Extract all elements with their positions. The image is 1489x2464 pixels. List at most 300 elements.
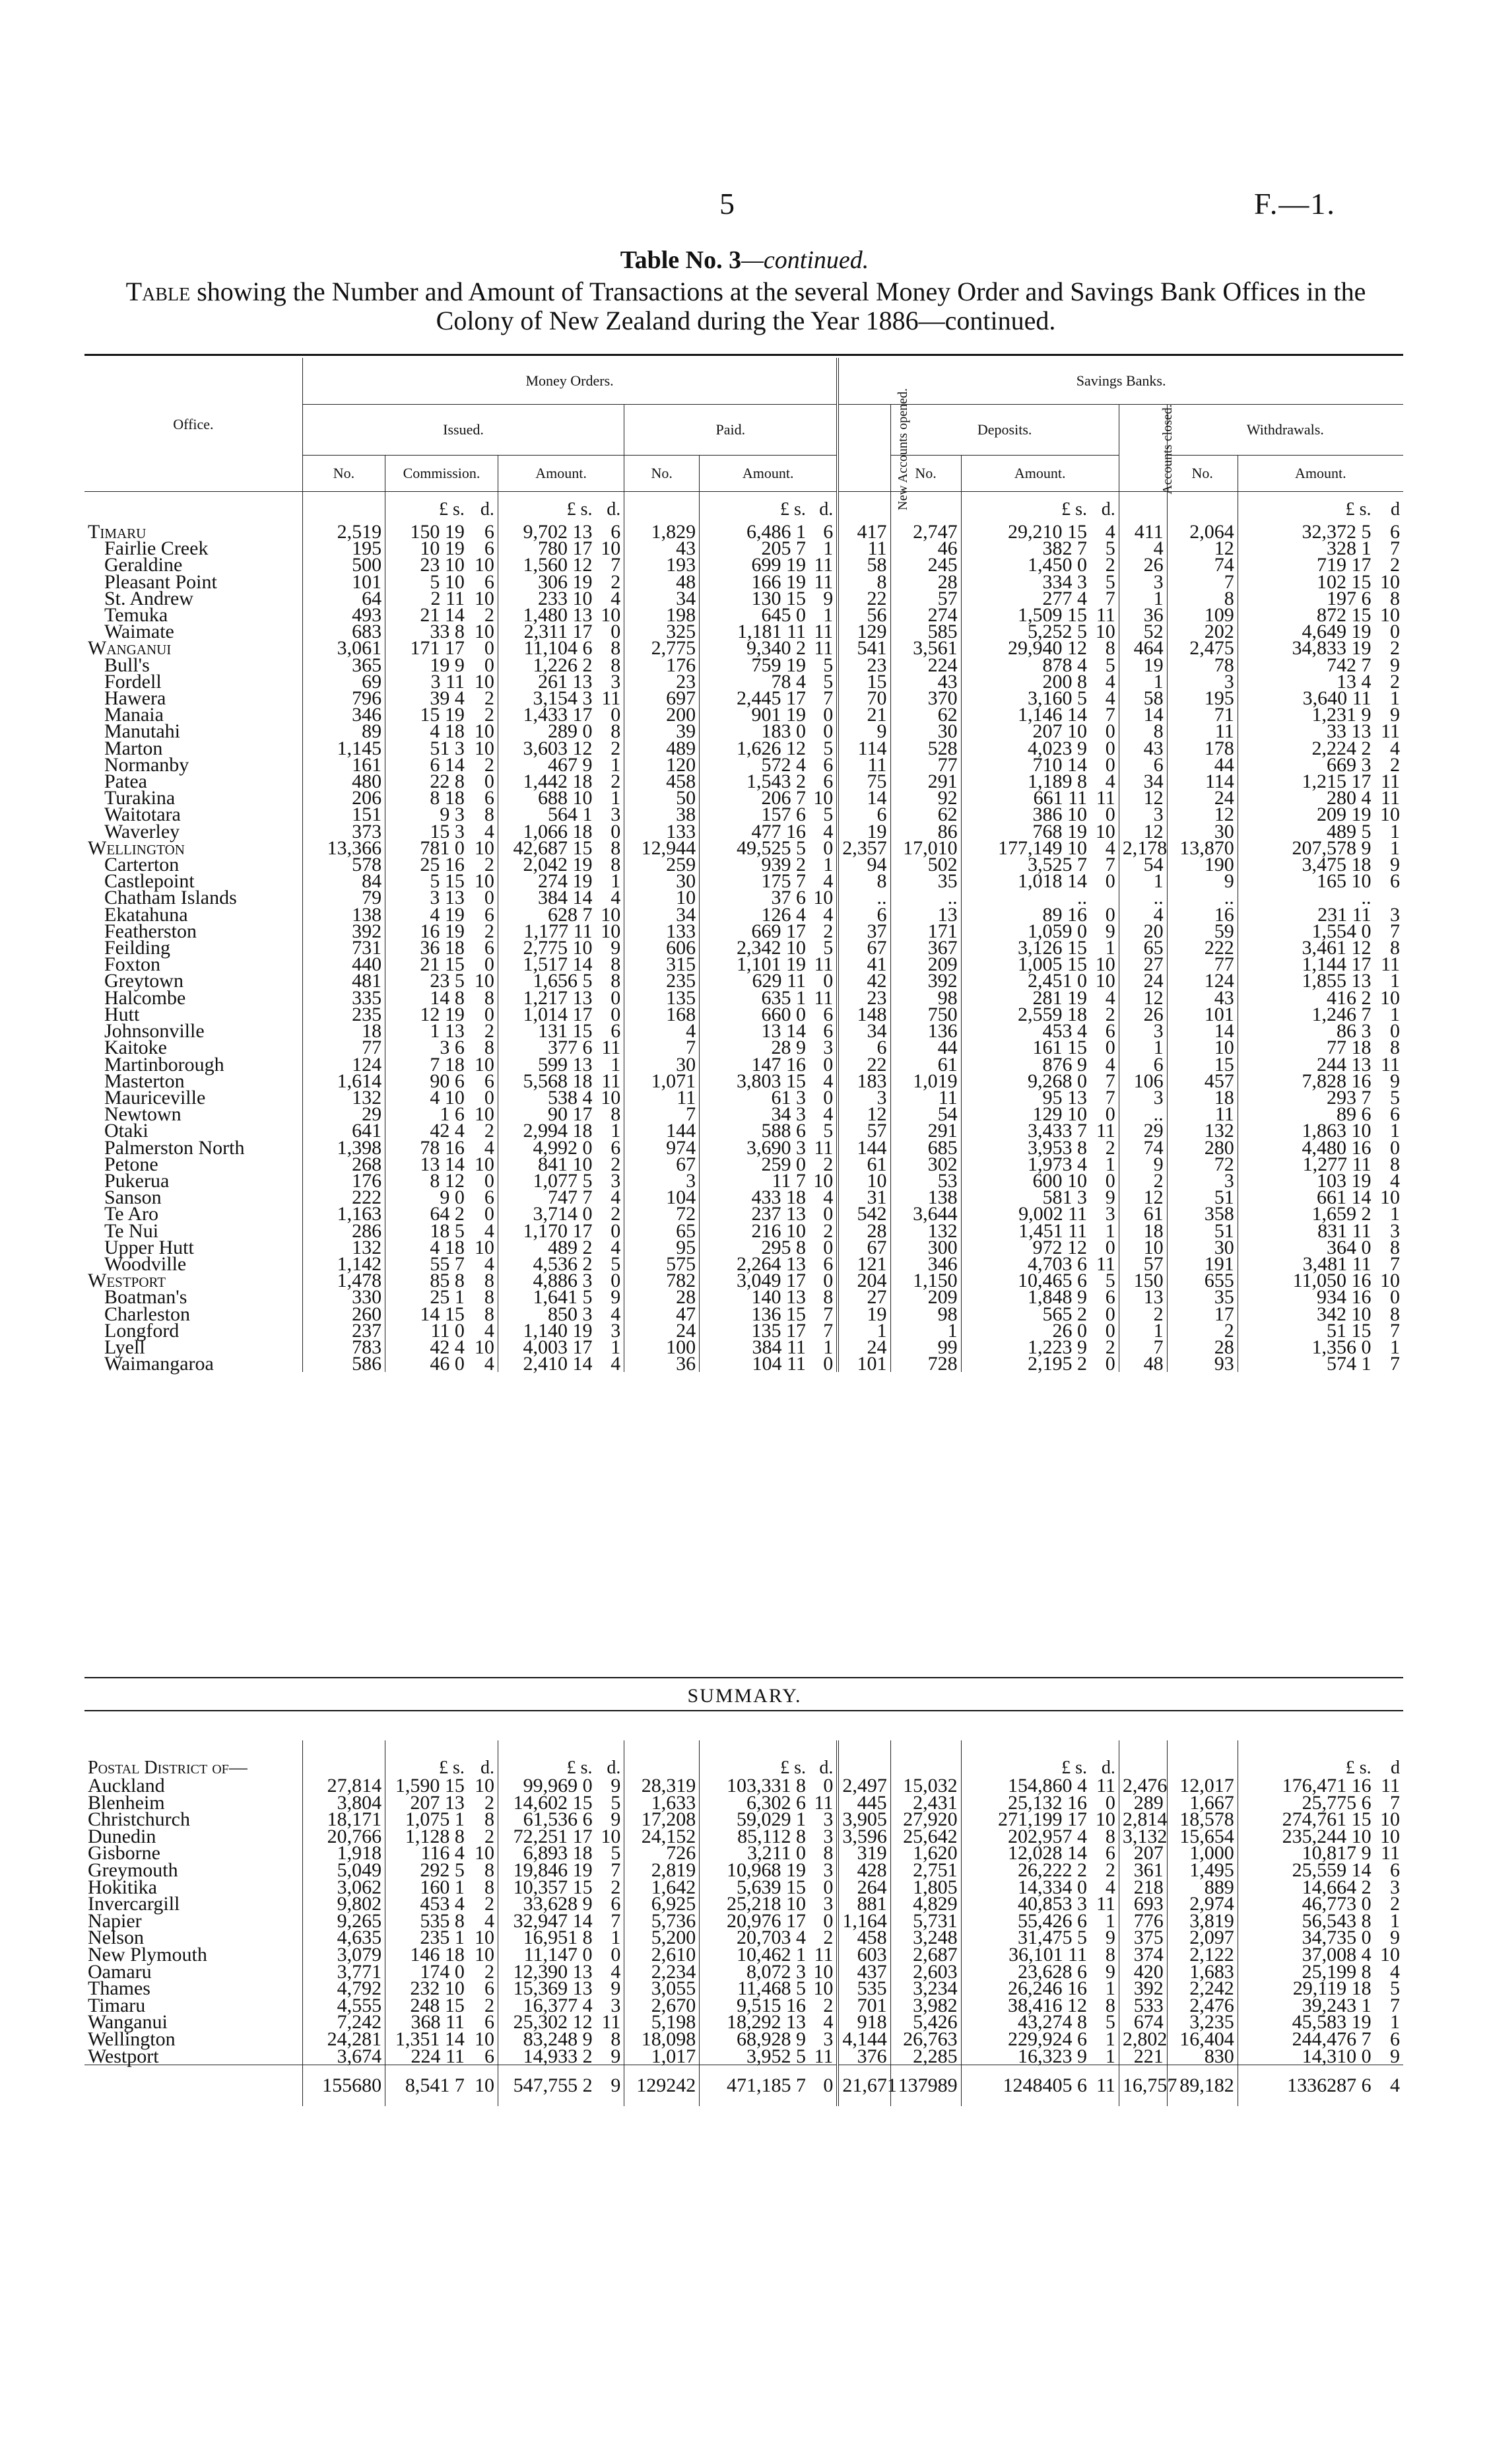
commission-pence-cell: 6 [484,937,494,959]
issued-amount-cell: 564 1 [498,806,595,823]
issued-no-cell: 683 [302,623,385,640]
withdrawals-no-cell: 457 [1167,1073,1238,1089]
deposits-pence-cell: 0 [1105,737,1115,759]
paid-pence-cell: 6 [823,1020,834,1043]
paid-amount-cell: 5,639 15 [700,1879,809,1896]
paid-amount-cell: 166 19 [700,574,809,590]
commission-pence-cell: 2 [484,1893,494,1915]
withdrawals-amount-cell: 3,461 12 [1238,940,1374,956]
paid-pence-cell: 10 [813,887,834,909]
commission-cell: 5 15 [385,873,468,889]
commission-pence-cell: 10 [474,1775,494,1797]
paid-no-cell: 65 [624,1223,700,1239]
withdrawals-amount-cell: 13 4 [1238,673,1374,690]
office-cell: Sanson [104,1186,162,1209]
withdrawals-pence-cell: 8 [1390,587,1400,609]
new-accounts-cell: 42 [838,973,890,989]
paid-no-cell: 34 [624,907,700,923]
new-accounts-cell: 21,671 [838,2065,890,2107]
deposits-no-cell: 77 [890,757,961,773]
new-accounts-cell: 58 [838,557,890,573]
table-row [84,1355,1403,1372]
deposits-no-cell: 171 [890,923,961,940]
commission-cell: 6 14 [385,757,468,773]
office-cell: Te Nui [104,1219,159,1242]
accounts-closed-cell: 2,814 [1119,1811,1167,1828]
withdrawals-no-cell: 9 [1167,873,1238,889]
paid-no-cell: 235 [624,973,700,989]
commission-cell: 4 18 [385,1239,468,1256]
paid-pence-cell: 0 [823,1353,834,1375]
issued-amount-cell: 33,628 9 [498,1896,595,1913]
office-cell: Lyell [104,1336,145,1358]
deposits-pence-cell: 0 [1105,1319,1115,1342]
issued-no-cell: 1,163 [302,1206,385,1222]
deposits-pence-cell: 1 [1105,1909,1115,1932]
withdrawals-no-cell: 12 [1167,806,1238,823]
issued-no-cell: 27,814 [302,1777,385,1795]
issued-pence-cell: 3 [611,1169,621,1192]
withdrawals-amount-cell: 244,476 7 [1238,2031,1374,2048]
deposits-amount-cell: 876 9 [961,1056,1090,1073]
withdrawals-no-cell: 358 [1167,1206,1238,1222]
commission-pence-cell: 6 [484,2045,494,2067]
deposits-amount-cell: 1,018 14 [961,873,1090,889]
accounts-closed-cell: 420 [1119,1964,1167,1981]
new-accounts-cell: 148 [838,1006,890,1023]
paid-pence-cell: 4 [823,903,834,926]
accounts-closed-cell: 207 [1119,1845,1167,1862]
withdrawals-pence-cell: 10 [1380,1270,1400,1292]
deposits-amount-cell: 26,246 16 [961,1980,1090,1997]
office-cell: Waimate [104,621,174,643]
withdrawals-amount-cell: 25,559 14 [1238,1862,1374,1879]
issued-pence-cell: 3 [611,1319,621,1342]
paid-no-cell: 575 [624,1256,700,1272]
deposits-pence-cell: 0 [1105,720,1115,743]
office-cell: Otaki [104,1120,149,1142]
office-cell: Charleston [104,1303,190,1325]
accounts-closed-cell: 1 [1119,590,1167,607]
issued-pence-cell: 10 [601,903,621,926]
withdrawals-pence-cell: 1 [1390,1003,1400,1025]
commission-pence-cell: 8 [484,1037,494,1059]
issued-amount-cell: 19,846 19 [498,1862,595,1879]
new-accounts-cell: 101 [838,1355,890,1372]
paid-no-cell: 1,829 [624,524,700,540]
withdrawals-no-cell: 24 [1167,790,1238,806]
deposits-amount-cell: 768 19 [961,823,1090,840]
paid-amount-header: Amount. [700,456,838,492]
deposits-pence-cell: 5 [1105,654,1115,676]
accounts-closed-cell: 20 [1119,923,1167,940]
office-cell: Fairlie Creek [104,537,209,560]
withdrawals-amount-cell: 34,735 0 [1238,1929,1374,1946]
deposits-no-cell: 1,150 [890,1272,961,1289]
new-accounts-cell: 34 [838,1023,890,1039]
commission-cell: 1,075 1 [385,1811,468,1828]
issued-pence-cell: 10 [601,920,621,942]
issued-no-cell: 235 [302,1006,385,1023]
paid-no-cell: 17,208 [624,1811,700,1828]
office-cell [84,2065,302,2107]
withdrawals-amount-cell: 102 15 [1238,574,1374,590]
office-cell: Feilding [104,937,171,959]
new-accounts-cell: 417 [838,524,890,540]
issued-pence-cell: 4 [611,1186,621,1209]
commission-cell: 3 13 [385,889,468,906]
table-row [84,973,1403,989]
paid-amount-cell: 295 8 [700,1239,809,1256]
withdrawals-pence-cell: 2 [1390,753,1400,776]
issued-pence-cell: 4 [611,1303,621,1325]
paid-amount-cell: 2,445 17 [700,690,809,706]
issued-pence-cell: 0 [611,1003,621,1025]
withdrawals-amount-cell: 934 16 [1238,1289,1374,1305]
deposits-pence-cell: 6 [1105,1286,1115,1309]
commission-pence-cell: 0 [484,1003,494,1025]
issued-amount-cell: 4,886 3 [498,1272,595,1289]
paid-pence-cell: 5 [823,804,834,826]
withdrawals-pence-cell: 4 [1390,737,1400,759]
new-accounts-cell: 6 [838,1039,890,1056]
paid-amount-cell: 175 7 [700,873,809,889]
issued-pence-cell: 8 [611,953,621,976]
paid-amount-cell: 6,302 6 [700,1795,809,1812]
withdrawals-amount-cell: 25,775 6 [1238,1795,1374,1812]
withdrawals-pence-cell: 0 [1390,1136,1400,1159]
withdrawals-no-cell: 3 [1167,1173,1238,1189]
issued-header: Issued. [302,405,624,456]
issued-no-cell: 796 [302,690,385,706]
deposits-no-cell: 2,747 [890,524,961,540]
deposits-no-cell: 1,805 [890,1879,961,1896]
new-accounts-cell: 15 [838,673,890,690]
withdrawals-no-cell: 2,097 [1167,1929,1238,1946]
accounts-closed-cell: 12 [1119,790,1167,806]
commission-cell: 1,128 8 [385,1828,468,1845]
withdrawals-no-cell: 16,404 [1167,2031,1238,2048]
withdrawals-amount-header: Amount. [1238,456,1403,492]
paid-pence-cell: 8 [823,1842,834,1865]
issued-no-cell: 84 [302,873,385,889]
accounts-closed-cell: 2 [1119,1306,1167,1322]
commission-header: Commission. [385,456,498,492]
withdrawals-amount-cell: 244 13 [1238,1056,1374,1073]
office-cell: Geraldine [104,554,183,576]
office-cell: Kaitoke [104,1037,167,1059]
deposits-amount-cell: 229,924 6 [961,2031,1090,2048]
issued-no-cell: 138 [302,907,385,923]
deposits-amount-cell: 3,126 15 [961,940,1090,956]
deposits-pence-cell: 1 [1105,1219,1115,1242]
office-cell: Auckland [88,1775,165,1797]
new-accounts-cell: 9 [838,723,890,739]
commission-pence-cell: 2 [484,1960,494,1983]
paid-amount-cell: 25,218 10 [700,1896,809,1913]
paid-amount-cell: 759 19 [700,657,809,673]
issued-no-cell: 1,398 [302,1140,385,1156]
new-accounts-cell: 19 [838,823,890,840]
issued-amount-cell: 377 6 [498,1039,595,1056]
paid-amount-cell: 572 4 [700,757,809,773]
commission-pence-cell: 6 [484,2011,494,2034]
table-row [84,574,1403,590]
deposits-pence-cell: 0 [1105,1353,1115,1375]
withdrawals-amount-cell: 2,224 2 [1238,740,1374,757]
table-title [0,246,1489,275]
office-cell: Christchurch [88,1808,190,1831]
deposits-no-cell: 5,731 [890,1913,961,1930]
top-rule [84,354,1403,356]
issued-pence-cell: 6 [611,1136,621,1159]
paid-amount-cell: 699 19 [700,557,809,573]
unit-label: d. [480,1758,494,1778]
deposits-pence-cell: 0 [1105,1169,1115,1192]
paid-amount-cell: 645 0 [700,607,809,623]
issued-amount-cell: 131 15 [498,1023,595,1039]
accounts-closed-cell: 54 [1119,856,1167,873]
commission-pence-cell: 6 [484,903,494,926]
issued-no-cell: 20,766 [302,1828,385,1845]
savings-banks-header: Savings Banks. [838,358,1403,405]
issued-pence-cell: 2 [611,737,621,759]
office-cell: Upper Hutt [104,1236,194,1258]
unit-label: £ s. [961,492,1090,524]
new-accounts-cell: 11 [838,757,890,773]
deposits-amount-cell: 25,132 16 [961,1795,1090,1812]
issued-pence-cell: 9 [611,1977,621,2000]
unit-label: £ s. [1238,492,1374,524]
withdrawals-amount-cell: 14,664 2 [1238,1879,1374,1896]
new-accounts-cell: 57 [838,1122,890,1139]
paid-pence-cell: 6 [823,1252,834,1275]
deposits-pence-cell: 2 [1105,1336,1115,1358]
deposits-no-cell: 300 [890,1239,961,1256]
paid-amount-cell: 3,049 17 [700,1272,809,1289]
withdrawals-no-cell: 7 [1167,574,1238,590]
commission-pence-cell: 6 [484,787,494,809]
paid-no-cell: 120 [624,757,700,773]
paid-amount-cell: 18,292 13 [700,2014,809,2031]
new-accounts-cell: 22 [838,1056,890,1073]
new-accounts-cell: 12 [838,1106,890,1122]
paid-pence-cell: 0 [823,704,834,726]
paid-no-cell: 176 [624,657,700,673]
issued-amount-cell: 16,377 4 [498,1997,595,2014]
paid-amount-cell: 37 6 [700,889,809,906]
deposits-no-cell: 26,763 [890,2031,961,2048]
paid-amount-cell: 85,112 8 [700,1828,809,1845]
paid-pence-cell: 10 [813,1960,834,1983]
paid-pence-cell: 2 [823,1153,834,1175]
accounts-closed-cell: 411 [1119,524,1167,540]
office-cell: Westport [88,1270,166,1292]
deposits-amount-cell: 334 3 [961,574,1090,590]
office-header: Office. [84,358,302,492]
commission-cell: 368 11 [385,2014,468,2031]
paid-pence-cell: 3 [823,1808,834,1831]
accounts-closed-cell: 289 [1119,1795,1167,1812]
accounts-closed-cell: 3 [1119,1089,1167,1106]
office-cell: Manaia [104,704,164,726]
withdrawals-pence-cell: 7 [1390,537,1400,560]
deposits-amount-cell: 1,223 9 [961,1339,1090,1355]
withdrawals-amount-cell: 10,817 9 [1238,1845,1374,1862]
withdrawals-amount-cell: .. [1238,889,1374,906]
issued-no-cell: 18 [302,1023,385,1039]
issued-amount-cell: 90 17 [498,1106,595,1122]
withdrawals-pence-cell: 5 [1390,1086,1400,1109]
new-accounts-cell: 603 [838,1946,890,1964]
withdrawals-pence-cell: 0 [1390,1286,1400,1309]
commission-cell: 33 8 [385,623,468,640]
withdrawals-no-cell: 178 [1167,740,1238,757]
deposits-no-cell: 44 [890,1039,961,1056]
deposits-pence-cell: 7 [1105,854,1115,876]
issued-pence-cell: 0 [611,820,621,842]
unit-label: £ s. [700,1740,809,1777]
withdrawals-no-cell: 2,122 [1167,1946,1238,1964]
issued-amount-cell: 11,104 6 [498,640,595,656]
commission-cell: 9 0 [385,1189,468,1206]
paid-amount-cell: 259 0 [700,1156,809,1173]
commission-pence-cell: 4 [484,1353,494,1375]
paid-pence-cell: 1 [823,1336,834,1358]
office-cell: Halcombe [104,986,186,1009]
paid-pence-cell: 0 [823,720,834,743]
commission-cell: 19 9 [385,657,468,673]
commission-cell: 25 16 [385,856,468,873]
commission-pence-cell: 10 [474,621,494,643]
paid-pence-cell: 11 [814,637,834,660]
withdrawals-no-cell: 30 [1167,823,1238,840]
issued-no-cell: 330 [302,1289,385,1305]
new-accounts-header: New Accounts opened. [838,405,890,492]
paid-pence-cell: 0 [823,1876,834,1898]
new-accounts-cell: 121 [838,1256,890,1272]
issued-amount-header: Amount. [498,456,624,492]
paid-pence-cell: 0 [823,1086,834,1109]
withdrawals-pence-cell: 1 [1390,820,1400,842]
withdrawals-amount-cell: 3,481 11 [1238,1256,1374,1272]
commission-pence-cell: 6 [484,570,494,593]
office-cell: Petone [104,1153,158,1175]
commission-cell: 15 19 [385,706,468,723]
deposits-amount-cell: 565 2 [961,1306,1090,1322]
office-cell: Nelson [88,1927,144,1949]
new-accounts-cell: 114 [838,740,890,757]
withdrawals-amount-cell: 4,649 19 [1238,623,1374,640]
paid-pence-cell: 11 [814,2045,834,2067]
accounts-closed-cell: .. [1119,889,1167,906]
withdrawals-pence-cell: 0 [1390,621,1400,643]
withdrawals-pence-cell: 7 [1390,1994,1400,2016]
issued-no-cell: 9,802 [302,1896,385,1913]
paid-no-cell: 193 [624,557,700,573]
withdrawals-amount-cell: 1,144 17 [1238,956,1374,973]
withdrawals-pence-cell: 10 [1380,604,1400,627]
deposits-pence-cell: 11 [1096,604,1115,627]
deposits-amount-cell: 200 8 [961,673,1090,690]
accounts-closed-cell: 218 [1119,1879,1167,1896]
commission-cell: 4 19 [385,907,468,923]
new-accounts-cell: 61 [838,1156,890,1173]
office-cell: Palmerston North [104,1136,245,1159]
table-row [84,557,1403,573]
withdrawals-amount-cell: 103 19 [1238,1173,1374,1189]
paid-pence-cell: 5 [823,1120,834,1142]
table-row [84,907,1403,923]
paid-pence-cell: 10 [813,787,834,809]
unit-label: £ s. [385,1740,468,1777]
paid-amount-cell: 140 13 [700,1289,809,1305]
office-cell: Marton [104,737,163,759]
accounts-closed-cell: 776 [1119,1913,1167,1930]
withdrawals-no-cell: 195 [1167,690,1238,706]
commission-pence-cell: 10 [474,970,494,992]
deposits-no-cell: 224 [890,657,961,673]
commission-cell: 9 3 [385,806,468,823]
deposits-no-cell: 1,019 [890,1073,961,1089]
issued-amount-cell: 1,066 18 [498,823,595,840]
commission-cell: 2 11 [385,590,468,607]
issued-no-cell: 132 [302,1089,385,1106]
paid-no-cell: 4 [624,1023,700,1039]
commission-cell: 3 6 [385,1039,468,1056]
withdrawals-pence-cell: 11 [1381,1842,1400,1865]
withdrawals-pence-cell: 10 [1380,1825,1400,1847]
issued-amount-cell: 4,003 17 [498,1339,595,1355]
issued-no-cell: 132 [302,1239,385,1256]
withdrawals-amount-cell: 3,640 11 [1238,690,1374,706]
paid-no-cell: 6,925 [624,1896,700,1913]
issued-amount-cell: 1,656 5 [498,973,595,989]
deposits-no-cell: 43 [890,673,961,690]
deposits-amount-cell: 29,940 12 [961,640,1090,656]
deposits-pence-cell: 0 [1105,903,1115,926]
commission-cell: 1,351 14 [385,2031,468,2048]
deposits-no-cell: 61 [890,1056,961,1073]
paid-no-cell: 2,670 [624,1997,700,2014]
paid-amount-cell: 660 0 [700,1006,809,1023]
paid-no-cell: 2,775 [624,640,700,656]
issued-amount-cell: 2,410 14 [498,1355,595,1372]
withdrawals-amount-cell: 1336287 6 [1238,2065,1374,2107]
summary-top-rule [84,1677,1403,1678]
paid-pence-cell: 0 [823,970,834,992]
deposits-amount-cell: 129 10 [961,1106,1090,1122]
paid-no-cell: 144 [624,1122,700,1139]
withdrawals-amount-cell: 14,310 0 [1238,2048,1374,2065]
paid-pence-cell: 0 [823,1909,834,1932]
deposits-pence-cell: 10 [1095,1808,1115,1831]
issued-pence-cell: 9 [611,1286,621,1309]
paid-amount-cell: 3,211 0 [700,1845,809,1862]
deposits-no-cell: 4,829 [890,1896,961,1913]
deposits-amount-cell: 581 3 [961,1189,1090,1206]
issued-no-cell: 1,918 [302,1845,385,1862]
caption-lead: Table [125,277,191,306]
deposits-pence-cell: 11 [1096,1252,1115,1275]
deposits-amount-cell: 2,451 0 [961,973,1090,989]
commission-pence-cell: 10 [474,1053,494,1076]
issued-no-cell: 155680 [302,2065,385,2107]
issued-amount-cell: 16,951 8 [498,1929,595,1946]
withdrawals-no-cell: 15,654 [1167,1828,1238,1845]
issued-amount-cell: 3,603 12 [498,740,595,757]
issued-pence-cell: 0 [611,704,621,726]
